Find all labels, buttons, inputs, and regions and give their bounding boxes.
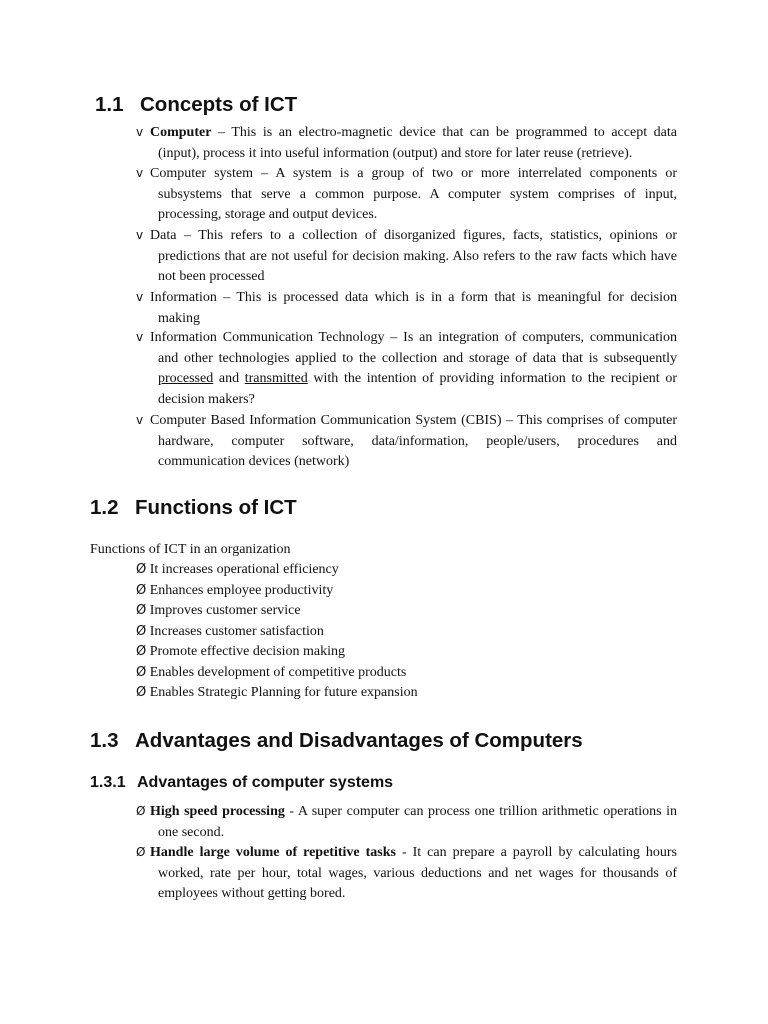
concept-data-text: Data – This refers to a collection of disorganized figures, facts, statistics, opinions or predictions that are not useful for decision making. Also refers to the raw facts which have not been processed	[150, 228, 677, 284]
bullet-marker: Ø	[136, 623, 147, 639]
list-item	[136, 581, 418, 602]
concept-ict-processed: processed	[158, 371, 214, 386]
list-item	[136, 601, 418, 622]
concept-ict	[136, 327, 677, 410]
concept-data	[136, 225, 677, 288]
bullet-marker: v	[136, 413, 144, 427]
function-text: Enhances employee productivity	[149, 582, 334, 598]
bullet-marker: Ø	[136, 804, 146, 818]
heading-1-3-1-number: 1.3.1	[90, 774, 126, 791]
function-text: Enables Strategic Planning for future expansion	[149, 685, 418, 700]
heading-1-1-title: Concepts of ICT	[140, 93, 298, 116]
advantage-high-speed-term: High speed processing	[150, 804, 285, 819]
bullet-marker: Ø	[136, 664, 147, 680]
advantage-large-volume	[136, 842, 677, 905]
function-text: It increases operational efficiency	[149, 562, 339, 577]
bullet-marker: Ø	[136, 644, 147, 659]
heading-1-3	[90, 729, 583, 753]
concept-ict-text-a: Information Communication Technology – Is an integration of computers, communication and other technologies applied to the collection and storage of data that is subsequently	[150, 330, 677, 366]
bullet-marker: Ø	[136, 562, 147, 577]
function-text: Enables development of competitive products	[149, 664, 407, 680]
bullet-marker: v	[136, 290, 144, 304]
concept-ict-transmitted: transmitted	[244, 371, 308, 386]
functions-intro: Functions of ICT in an organization	[90, 542, 291, 557]
function-text: Improves customer service	[149, 603, 301, 618]
bullet-marker: v	[136, 228, 144, 242]
list-item	[136, 642, 418, 663]
bullet-marker: v	[136, 166, 144, 180]
list-item	[136, 622, 418, 643]
heading-1-2	[90, 496, 297, 520]
concept-computer-system	[136, 163, 677, 226]
heading-1-1-number: 1.1	[95, 93, 124, 116]
concept-information	[136, 287, 677, 329]
heading-1-3-1	[90, 774, 393, 792]
advantage-high-speed-text: - A super computer can process one trillion arithmetic operations in one second.	[158, 804, 677, 840]
bullet-marker: Ø	[136, 582, 147, 598]
concept-computer	[136, 122, 677, 164]
functions-list	[136, 560, 418, 704]
bullet-marker: Ø	[136, 845, 146, 859]
concept-ict-text-c: with the intention of providing information to the recipient or decision makers?	[158, 371, 677, 407]
concept-ict-text-b: and	[213, 371, 245, 386]
advantage-large-volume-term: Handle large volume of repetitive tasks	[150, 845, 396, 860]
concept-information-text: Information – This is processed data which is in a form that is meaningful for decision making	[150, 290, 677, 326]
list-item	[136, 663, 418, 684]
concept-cbis	[136, 410, 677, 473]
heading-1-1	[95, 93, 297, 117]
bullet-marker: v	[136, 330, 144, 344]
heading-1-2-number: 1.2	[90, 496, 119, 519]
concept-cbis-text: Computer Based Information Communication System (CBIS) – This comprises of computer hardware, computer software, data/information, people/users, procedures and communication devices (network)	[150, 413, 677, 469]
heading-1-3-number: 1.3	[90, 729, 119, 752]
advantage-high-speed	[136, 801, 677, 843]
list-item	[136, 683, 418, 704]
bullet-marker: Ø	[136, 603, 147, 618]
function-text: Increases customer satisfaction	[149, 623, 324, 639]
bullet-marker: Ø	[136, 685, 147, 700]
list-item	[136, 560, 418, 581]
heading-1-3-1-title: Advantages of computer systems	[137, 774, 394, 791]
bullet-marker: v	[136, 125, 144, 139]
concept-computer-text: – This is an electro-magnetic device that can be programmed to accept data (input), process it into useful information (output) and store for later reuse (retrieve).	[158, 125, 677, 161]
concept-computer-system-text: Computer system – A system is a group of two or more interrelated components or subsystems that serve a common purpose. A computer system comprises of input, processing, storage and output devices.	[150, 166, 677, 222]
concept-computer-term: Computer	[150, 125, 212, 140]
heading-1-2-title: Functions of ICT	[135, 496, 297, 519]
heading-1-3-title: Advantages and Disadvantages of Computers	[135, 729, 583, 752]
function-text: Promote effective decision making	[149, 644, 346, 659]
advantage-large-volume-text: - It can prepare a payroll by calculating hours worked, rate per hour, total wages, various deductions and net wages for thousands of employees without getting bored.	[158, 845, 677, 901]
